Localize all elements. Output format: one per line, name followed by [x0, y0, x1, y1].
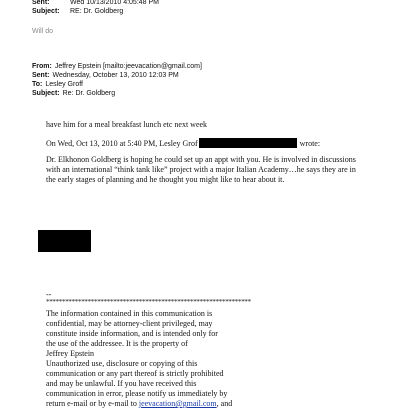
reply-sent-value: Wed 10/13/2010 4:05:48 PM: [70, 0, 159, 6]
reply-sent-row: [32, 0, 159, 7]
fwd-to-label: To:: [32, 81, 43, 88]
disclaimer-line-1: The information contained in this communication is: [46, 309, 213, 318]
fwd-to-value: Lesley Groff: [45, 81, 83, 88]
fwd-subject-row: [32, 89, 115, 98]
quote-intro-prefix: On Wed, Oct 13, 2010 at 5:40 PM, Lesley Grof: [46, 139, 198, 148]
fwd-subject-value: Re: Dr. Goldberg: [62, 90, 116, 97]
reply-subject-value: RE: Dr. Goldberg: [70, 8, 124, 15]
disclaimer-line-3: constitute inside information, and is intended only for: [46, 329, 218, 338]
disclaimer-line-6: Unauthorized use, disclosure or copying of this: [46, 359, 198, 368]
reply-subject-row: [32, 7, 123, 16]
disclaimer-last-suffix: , and: [216, 399, 233, 408]
disclaimer-line-9: communication in error, please notify us immediately by: [46, 389, 228, 398]
quoted-line-1: Dr. Elkhonon Goldberg is hoping he could set up an appt with you. He is involved in discussions: [46, 155, 356, 164]
fwd-to-row: [32, 80, 83, 89]
fwd-sent-row: [32, 71, 179, 80]
fwd-from-row: [32, 62, 202, 71]
fwd-from-label: From:: [32, 63, 52, 70]
disclaimer-line-7: communication or any part thereof is strictly prohibited: [46, 369, 224, 378]
reply-subject-label: Subject:: [32, 8, 60, 15]
signature-separator: --: [46, 290, 52, 299]
quoted-line-2: with an international “think tank like” project with a major Italian Academy…he says they are in: [46, 165, 356, 174]
redacted-email: [199, 138, 297, 148]
disclaimer-line-10: [46, 399, 232, 409]
reply-sent-label: Sent:: [32, 0, 50, 6]
reply-body: Will do: [32, 28, 54, 35]
disclaimer-line-2: confidential, may be attorney-client privileged, may: [46, 319, 213, 328]
fwd-sent-label: Sent:: [32, 72, 50, 79]
fwd-subject-label: Subject:: [32, 90, 60, 97]
quoted-line-3: the early stages of planning and he thought you might like to hear about it.: [46, 175, 285, 184]
quote-intro: [46, 138, 320, 149]
fwd-from-value: Jeffrey Epstein [mailto:jeevacation@gmail.com]: [54, 63, 202, 70]
signature-stars: ****************************************************************: [46, 298, 251, 306]
disclaimer-line-4: the use of the addressee. It is the property of: [46, 339, 188, 348]
message-line: have him for a meal breakfast lunch etc next week: [46, 120, 208, 129]
email-link[interactable]: jeevacation@gmail.com: [138, 399, 217, 408]
disclaimer-line-5: Jeffrey Epstein: [46, 349, 95, 358]
disclaimer-last-prefix: return e-mail or by e-mail to: [46, 399, 139, 408]
fwd-sent-value: Wednesday, October 13, 2010 12:03 PM: [52, 72, 179, 79]
redaction-block: [38, 230, 91, 252]
quote-intro-suffix: wrote:: [299, 139, 321, 148]
disclaimer-line-8: and may be unlawful. If you have received this: [46, 379, 197, 388]
